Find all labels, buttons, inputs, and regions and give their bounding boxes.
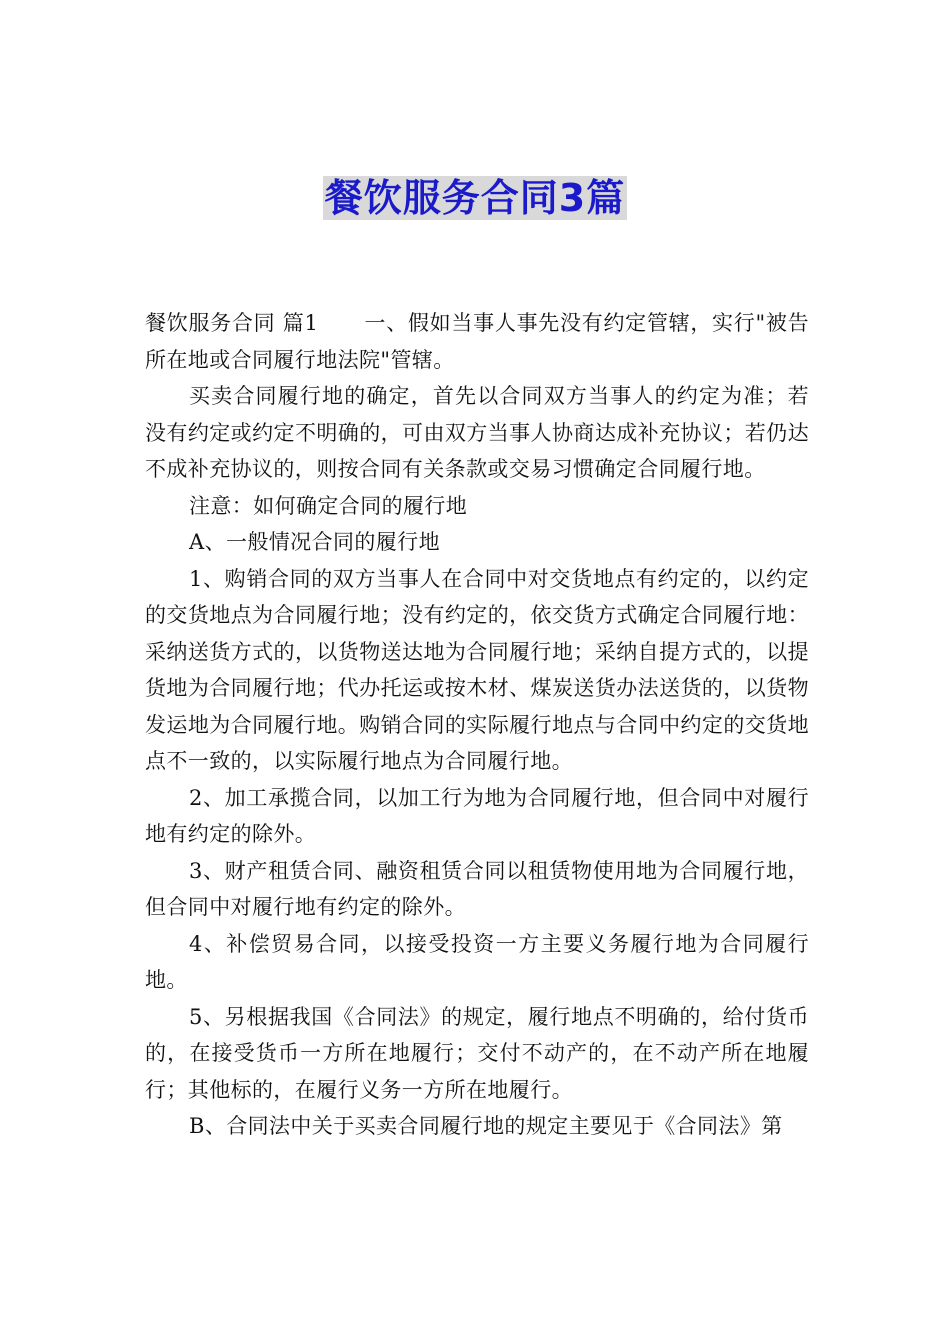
section-label: 餐饮服务合同 篇1 xyxy=(145,311,319,335)
paragraph: 买卖合同履行地的确定，首先以合同双方当事人的约定为准；若没有约定或约定不明确的，可由双方当事人协商达成补充协议；若仍达不成补充协议的，则按合同有关条款或交易习惯确定合同履行地。 xyxy=(145,384,809,481)
paragraph: 5、另根据我国《合同法》的规定，履行地点不明确的，给付货币的，在接受货币一方所在地履行；交付不动产的，在不动产所在地履行；其他标的，在履行义务一方所在地履行。 xyxy=(145,1004,809,1102)
paragraph: B、合同法中关于买卖合同履行地的规定主要见于《合同法》第 xyxy=(189,1114,783,1138)
paragraph-text: 一、假如当事人事先没有约定管辖，实行"被告所在地或合同履行地法院"管辖。 xyxy=(145,311,809,372)
paragraph: 4、补偿贸易合同，以接受投资一方主要义务履行地为合同履行地。 xyxy=(145,931,809,992)
title-container xyxy=(0,176,950,220)
paragraph: 1、购销合同的双方当事人在合同中对交货地点有约定的，以约定的交货地点为合同履行地；没有约定的，依交货方式确定合同履行地：采纳送货方式的，以货物送达地为合同履行地；采纳自提方式的，以提货地为合同履行地；代办托运或按木材、煤炭送货办法送货的，以货物发运地为合同履行地。购销合同的实际履行地点与合同中约定的交货地点不一致的，以实际履行地点为合同履行地。 xyxy=(145,566,809,773)
first-paragraph xyxy=(145,305,809,378)
paragraph: 2、加工承揽合同，以加工行为地为合同履行地，但合同中对履行地有约定的除外。 xyxy=(145,785,809,846)
paragraph: 3、财产租赁合同、融资租赁合同以租赁物使用地为合同履行地，但合同中对履行地有约定的除外。 xyxy=(145,858,809,919)
paragraph: 注意：如何确定合同的履行地 xyxy=(189,493,468,518)
document-body xyxy=(145,305,809,1145)
paragraph: A、一般情况合同的履行地 xyxy=(189,530,440,554)
document-title: 餐饮服务合同3篇 xyxy=(324,176,626,220)
